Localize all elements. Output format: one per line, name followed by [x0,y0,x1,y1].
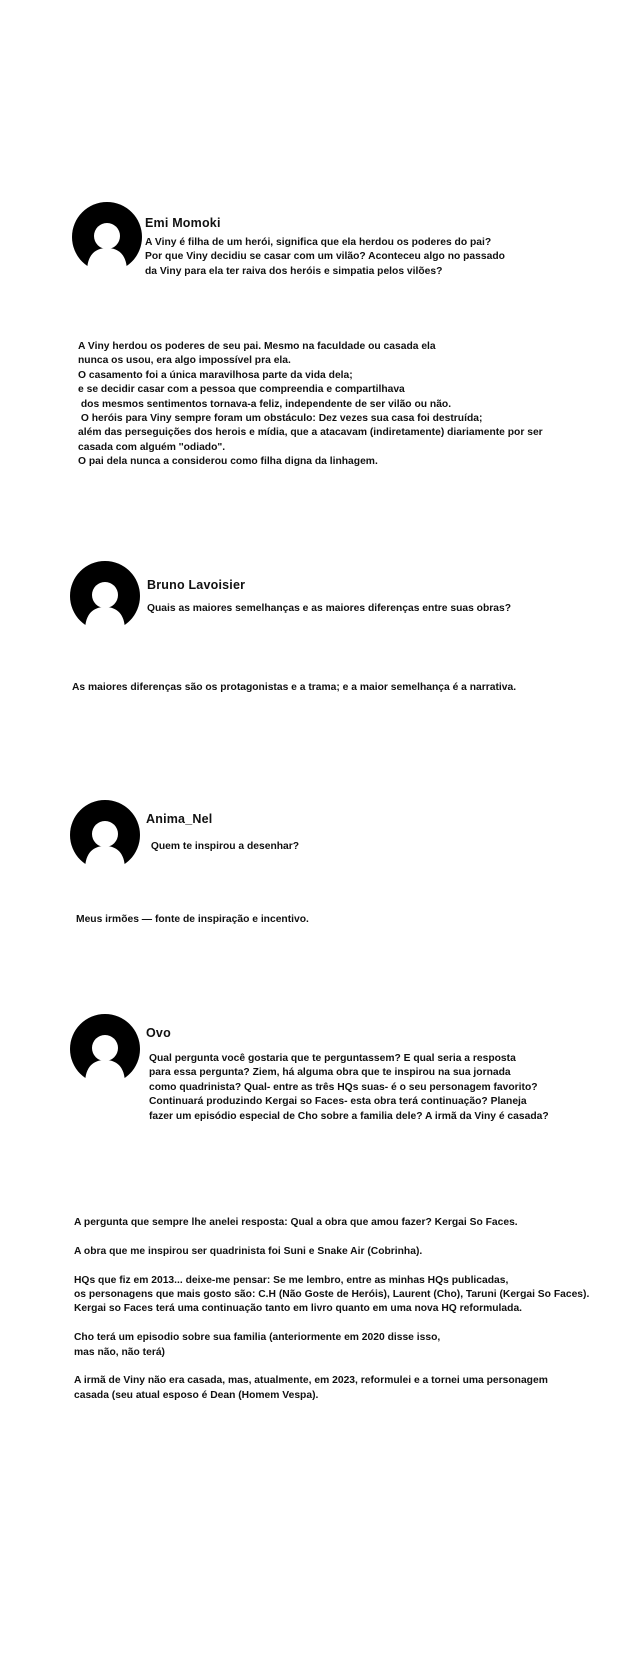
answer-text: As maiores diferenças são os protagonistas e a trama; e a maior semelhança é a narrativa. [72,682,517,693]
user-avatar-icon [70,561,140,631]
avatar [70,1014,140,1084]
question-text: A Viny é filha de um herói, significa que ela herdou os poderes do pai? Por que Viny decidiu se casar com um vilão? Aconteceu algo no passado da Viny para ela ter raiva dos heróis e simpatia pelos vilões? [145,237,505,277]
author-name: Anima_Nel [146,812,213,826]
avatar [72,202,142,272]
avatar [70,800,140,870]
author-name: Bruno Lavoisier [147,578,246,592]
author-name: Emi Momoki [145,216,221,230]
question-text: Quais as maiores semelhanças e as maiores diferenças entre suas obras? [147,603,512,614]
user-avatar-icon [70,800,140,870]
author-name: Ovo [146,1026,171,1040]
answer-text: A pergunta que sempre lhe anelei resposta: Qual a obra que amou fazer? Kergai So Faces. A obra que me inspirou ser quadrinista foi Suni e Snake Air (Cobrinha). HQs que fiz em 2013... deixe-me pensar: Se me lembro, entre as minhas HQs publicadas, os personagens que mais gosto são: C.H (Não Goste de Heróis), Laurent (Cho), Taruni (Kergai So Faces). Kergai so Faces terá uma continuação tanto em livro quanto em uma nova HQ reformulada. Cho terá um episodio sobre sua familia (anteriormente em 2020 disse isso, mas não, não terá) A irmã de Viny não era casada, mas, atualmente, em 2023, reformulei e a tornei uma personagem casada (seu atual esposo é Dean (Homem Vespa). [74,1217,590,1401]
user-avatar-icon [72,202,142,272]
question-text: Qual pergunta você gostaria que te perguntassem? E qual seria a resposta para essa pergunta? Ziem, há alguma obra que te inspirou na sua jornada como quadrinista? Qual- entre as três HQs suas- é o seu personagem favorito? Continuará produzindo Kergai so Faces- esta obra terá continuação? Planeja fazer um episódio especial de Cho sobre a familia dele? A irmã da Viny é casada? [149,1053,549,1122]
answer-text: Meus irmões — fonte de inspiração e incentivo. [76,914,309,925]
user-avatar-icon [70,1014,140,1084]
question-text: Quem te inspirou a desenhar? [148,841,300,852]
answer-text: A Viny herdou os poderes de seu pai. Mesmo na faculdade ou casada ela nunca os usou, era algo impossível pra ela. O casamento foi a única maravilhosa parte da vida dela; e se decidir casar com a pessoa que compreendia e compartilhava dos mesmos sentimentos tornava-a feliz, independente de ser vilão ou não. O heróis para Viny sempre foram um obstáculo: Dez vezes sua casa foi destruída; além das perseguições dos herois e mídia, que a atacavam (indiretamente) diariamente por ser casada com alguém ''odiado". O pai dela nunca a considerou como filha digna da linhagem. [78,341,543,468]
avatar [70,561,140,631]
